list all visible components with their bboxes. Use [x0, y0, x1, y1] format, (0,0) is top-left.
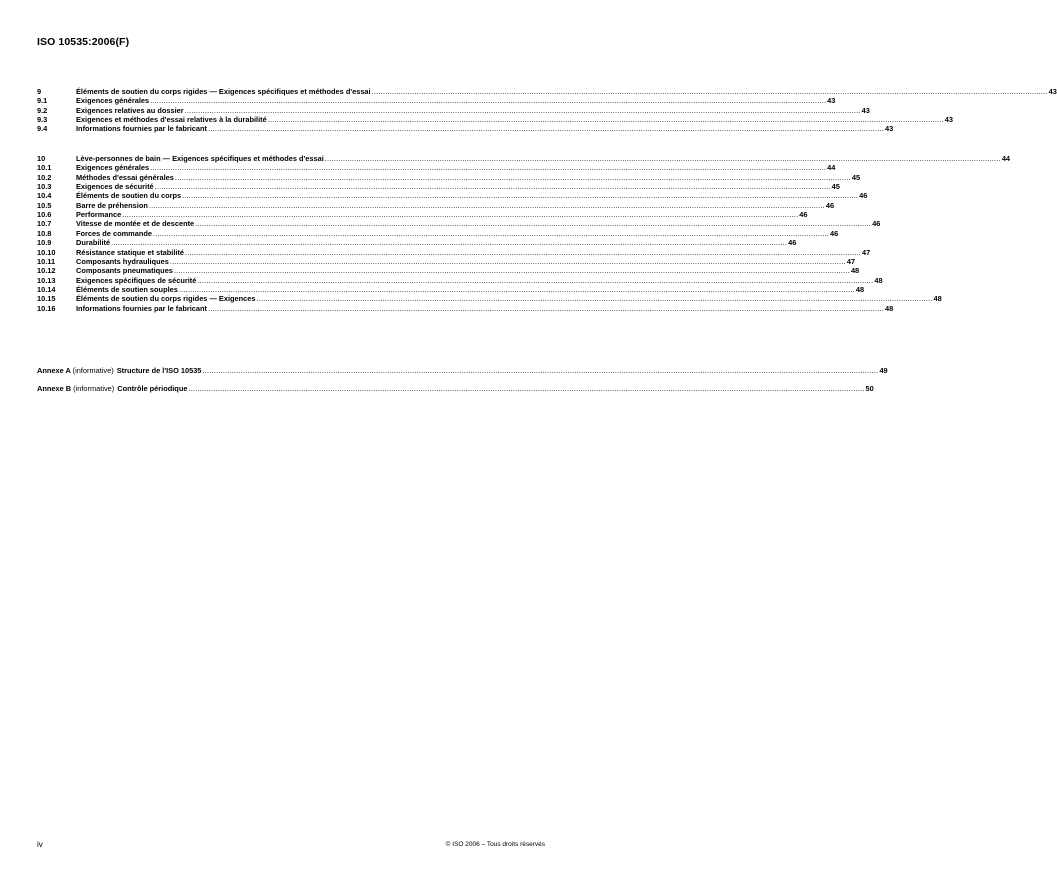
- toc-entry-page: 48: [874, 275, 883, 285]
- toc-entry-number: 10: [37, 154, 46, 163]
- toc-entry-page: 46: [859, 191, 868, 201]
- toc-entry-page: 46: [830, 228, 839, 238]
- toc-entry-number: 10.8: [37, 228, 52, 238]
- toc-entry-title: Forces de commande: [76, 228, 152, 238]
- toc-entry-title: Vitesse de montée et de descente: [76, 219, 195, 229]
- toc-entry-title: Exigences spécifiques de sécurité: [76, 275, 197, 285]
- toc-leader-dots: ............................................................................................................................................................................................................................................................................................................: [185, 247, 862, 257]
- toc-entry-title: Méthodes d'essai générales: [76, 172, 174, 182]
- toc-entry-number: 10.12: [37, 266, 56, 276]
- annex-label: Annexe A: [37, 366, 71, 375]
- toc-entry-page: 45: [851, 172, 861, 182]
- toc-entry-title: Exigences et méthodes d'essai relatives à la durabilité: [76, 115, 267, 125]
- toc-entry-page: 49: [879, 366, 888, 375]
- toc-entry-page: 44: [827, 163, 836, 173]
- toc-entry-number: 10.15: [37, 294, 56, 304]
- toc-leader-dots: ............................................................................................................................................................................................................................................................................................................: [148, 200, 825, 210]
- toc-entry-number: 9: [37, 87, 42, 96]
- toc-leader-dots: ............................................................................................................................................................................................................................................................................................................: [256, 294, 933, 304]
- toc-entry-title: Éléments de soutien du corps: [76, 191, 182, 201]
- toc-leader-dots: ............................................................................................................................................................................................................................................................................................................: [153, 228, 830, 238]
- toc-entry-title: Composants hydrauliques: [76, 256, 169, 266]
- toc-leader-dots: ............................................................................................................................................................................................................................................................................................................: [174, 172, 851, 182]
- toc-entry-number: 9.2: [37, 105, 48, 115]
- toc-leader-dots: ............................................................................................................................................................................................................................................................................................................: [154, 182, 831, 192]
- toc-leader-dots: ............................................................................................................................................................................................................................................................................................................: [150, 163, 827, 173]
- toc-entry-page: 43: [827, 96, 836, 106]
- annex-label: Annexe B: [37, 384, 72, 393]
- toc-entry-page: 47: [846, 256, 856, 266]
- toc-entry-title: Éléments de soutien du corps rigides — Exigences: [76, 294, 256, 304]
- toc-entry-page: 46: [825, 200, 835, 210]
- toc-leader-dots: ............................................................................................................................................................................................................................................................................................................: [169, 256, 846, 266]
- toc-entry-title: Performance: [76, 210, 122, 220]
- toc-entry-title: Exigences de sécurité: [76, 182, 154, 192]
- toc-entry-page: 44: [1001, 154, 1011, 163]
- toc-leader-dots: ............................................................................................................................................................................................................................................................................................................: [208, 303, 885, 313]
- toc-entry-page: 50: [865, 384, 874, 393]
- toc-leader-dots: ............................................................................................................................................................................................................................................................................................................: [150, 96, 827, 106]
- toc-leader-dots: ............................................................................................................................................................................................................................................................................................................: [208, 124, 885, 134]
- toc-entry-page: 48: [855, 284, 865, 294]
- toc-entry-number: 10.16: [37, 303, 56, 313]
- toc-entry-page: 45: [831, 182, 840, 192]
- toc-leader-dots: ............................................................................................................................................................................................................................................................................................................: [182, 191, 859, 201]
- toc-annex-title: [37, 385, 187, 393]
- toc-entry-number: 9.3: [37, 115, 48, 125]
- annex-title: Structure de l'ISO 10535: [116, 366, 202, 375]
- toc-entry-title: Informations fournies par le fabricant: [76, 303, 207, 313]
- toc-entry-page: 47: [862, 247, 871, 257]
- toc-entry-title: Durabilité: [76, 238, 111, 248]
- document-header: ISO 10535:2006(F): [37, 36, 130, 48]
- toc-leader-dots: ............................................................................................................................................................................................................................................................................................................: [111, 238, 788, 248]
- toc-entry-title: Composants pneumatiques: [76, 266, 173, 276]
- toc-entry-page: 48: [933, 294, 942, 304]
- toc-entry-number: 10.10: [37, 247, 56, 257]
- toc-annex-title: [37, 367, 201, 375]
- toc-entry-page: 46: [799, 210, 808, 220]
- toc-leader-dots: ............................................................................................................................................................................................................................................................................................................: [202, 366, 879, 375]
- toc-entry-title: Résistance statique et stabilité: [76, 247, 185, 257]
- toc-leader-dots: ............................................................................................................................................................................................................................................................................................................: [371, 87, 1048, 96]
- toc-entry-number: 10.9: [37, 238, 52, 248]
- annex-note: (informative): [72, 366, 114, 375]
- toc-entry-page: 43: [861, 105, 870, 115]
- toc-entry-page: 48: [850, 266, 860, 276]
- toc-leader-dots: ............................................................................................................................................................................................................................................................................................................: [122, 210, 799, 220]
- page-number: iv: [37, 840, 43, 849]
- toc-entry-number: 10.3: [37, 182, 52, 192]
- toc-entry-number: 9.1: [37, 96, 48, 106]
- toc-entry-number: 9.4: [37, 124, 48, 134]
- toc-entry-number: 10.11: [37, 256, 56, 266]
- toc-entry-page: 46: [788, 238, 797, 248]
- toc-entry-title: Informations fournies par le fabricant: [76, 124, 207, 134]
- copyright-notice: © ISO 2006 – Tous droits réservés: [445, 841, 545, 848]
- toc-entry-title: Exigences générales: [76, 96, 150, 106]
- toc-entry-number: 10.1: [37, 163, 52, 173]
- toc-leader-dots: ............................................................................................................................................................................................................................................................................................................: [195, 219, 872, 229]
- toc-leader-dots: ............................................................................................................................................................................................................................................................................................................: [267, 115, 944, 125]
- toc-entry-title: Éléments de soutien souples: [76, 284, 178, 294]
- toc-entry-title: Exigences générales: [76, 163, 150, 173]
- toc-entry-number: 10.5: [37, 200, 52, 210]
- toc-entry-title: Lève-personnes de bain — Exigences spécifiques et méthodes d'essai: [76, 154, 324, 163]
- toc-entry[interactable]: [37, 123, 894, 134]
- annex-note: (informative): [73, 384, 115, 393]
- toc-entry-number: 10.4: [37, 191, 52, 201]
- toc-leader-dots: ............................................................................................................................................................................................................................................................................................................: [324, 154, 1001, 163]
- toc-entry[interactable]: [37, 383, 874, 393]
- toc-leader-dots: ............................................................................................................................................................................................................................................................................................................: [173, 266, 850, 276]
- toc-entry-number: 10.2: [37, 172, 52, 182]
- toc-entry-title: Barre de préhension: [76, 200, 148, 210]
- annex-title: Contrôle périodique: [117, 384, 188, 393]
- toc-leader-dots: ............................................................................................................................................................................................................................................................................................................: [188, 384, 865, 393]
- toc-entry-title: Exigences relatives au dossier: [76, 105, 184, 115]
- toc-entry-number: 10.7: [37, 219, 52, 229]
- toc-entry-number: 10.6: [37, 210, 52, 220]
- toc-entry-page: 43: [885, 124, 894, 134]
- toc-entry-number: 10.14: [37, 284, 56, 294]
- toc-entry-page: 43: [944, 115, 953, 125]
- toc-entry[interactable]: [37, 365, 888, 375]
- toc-entry-page: 48: [885, 303, 894, 313]
- toc-leader-dots: ............................................................................................................................................................................................................................................................................................................: [197, 275, 874, 285]
- toc-leader-dots: ............................................................................................................................................................................................................................................................................................................: [178, 284, 855, 294]
- toc-leader-dots: ............................................................................................................................................................................................................................................................................................................: [184, 105, 861, 115]
- toc-entry-title: Éléments de soutien du corps rigides — Exigences spécifiques et méthodes d'essai: [76, 87, 371, 96]
- toc-entry-number: 10.13: [37, 275, 56, 285]
- toc-entry[interactable]: [37, 303, 894, 313]
- toc-entry-page: 46: [872, 219, 881, 229]
- toc-entry-page: 43: [1048, 87, 1057, 96]
